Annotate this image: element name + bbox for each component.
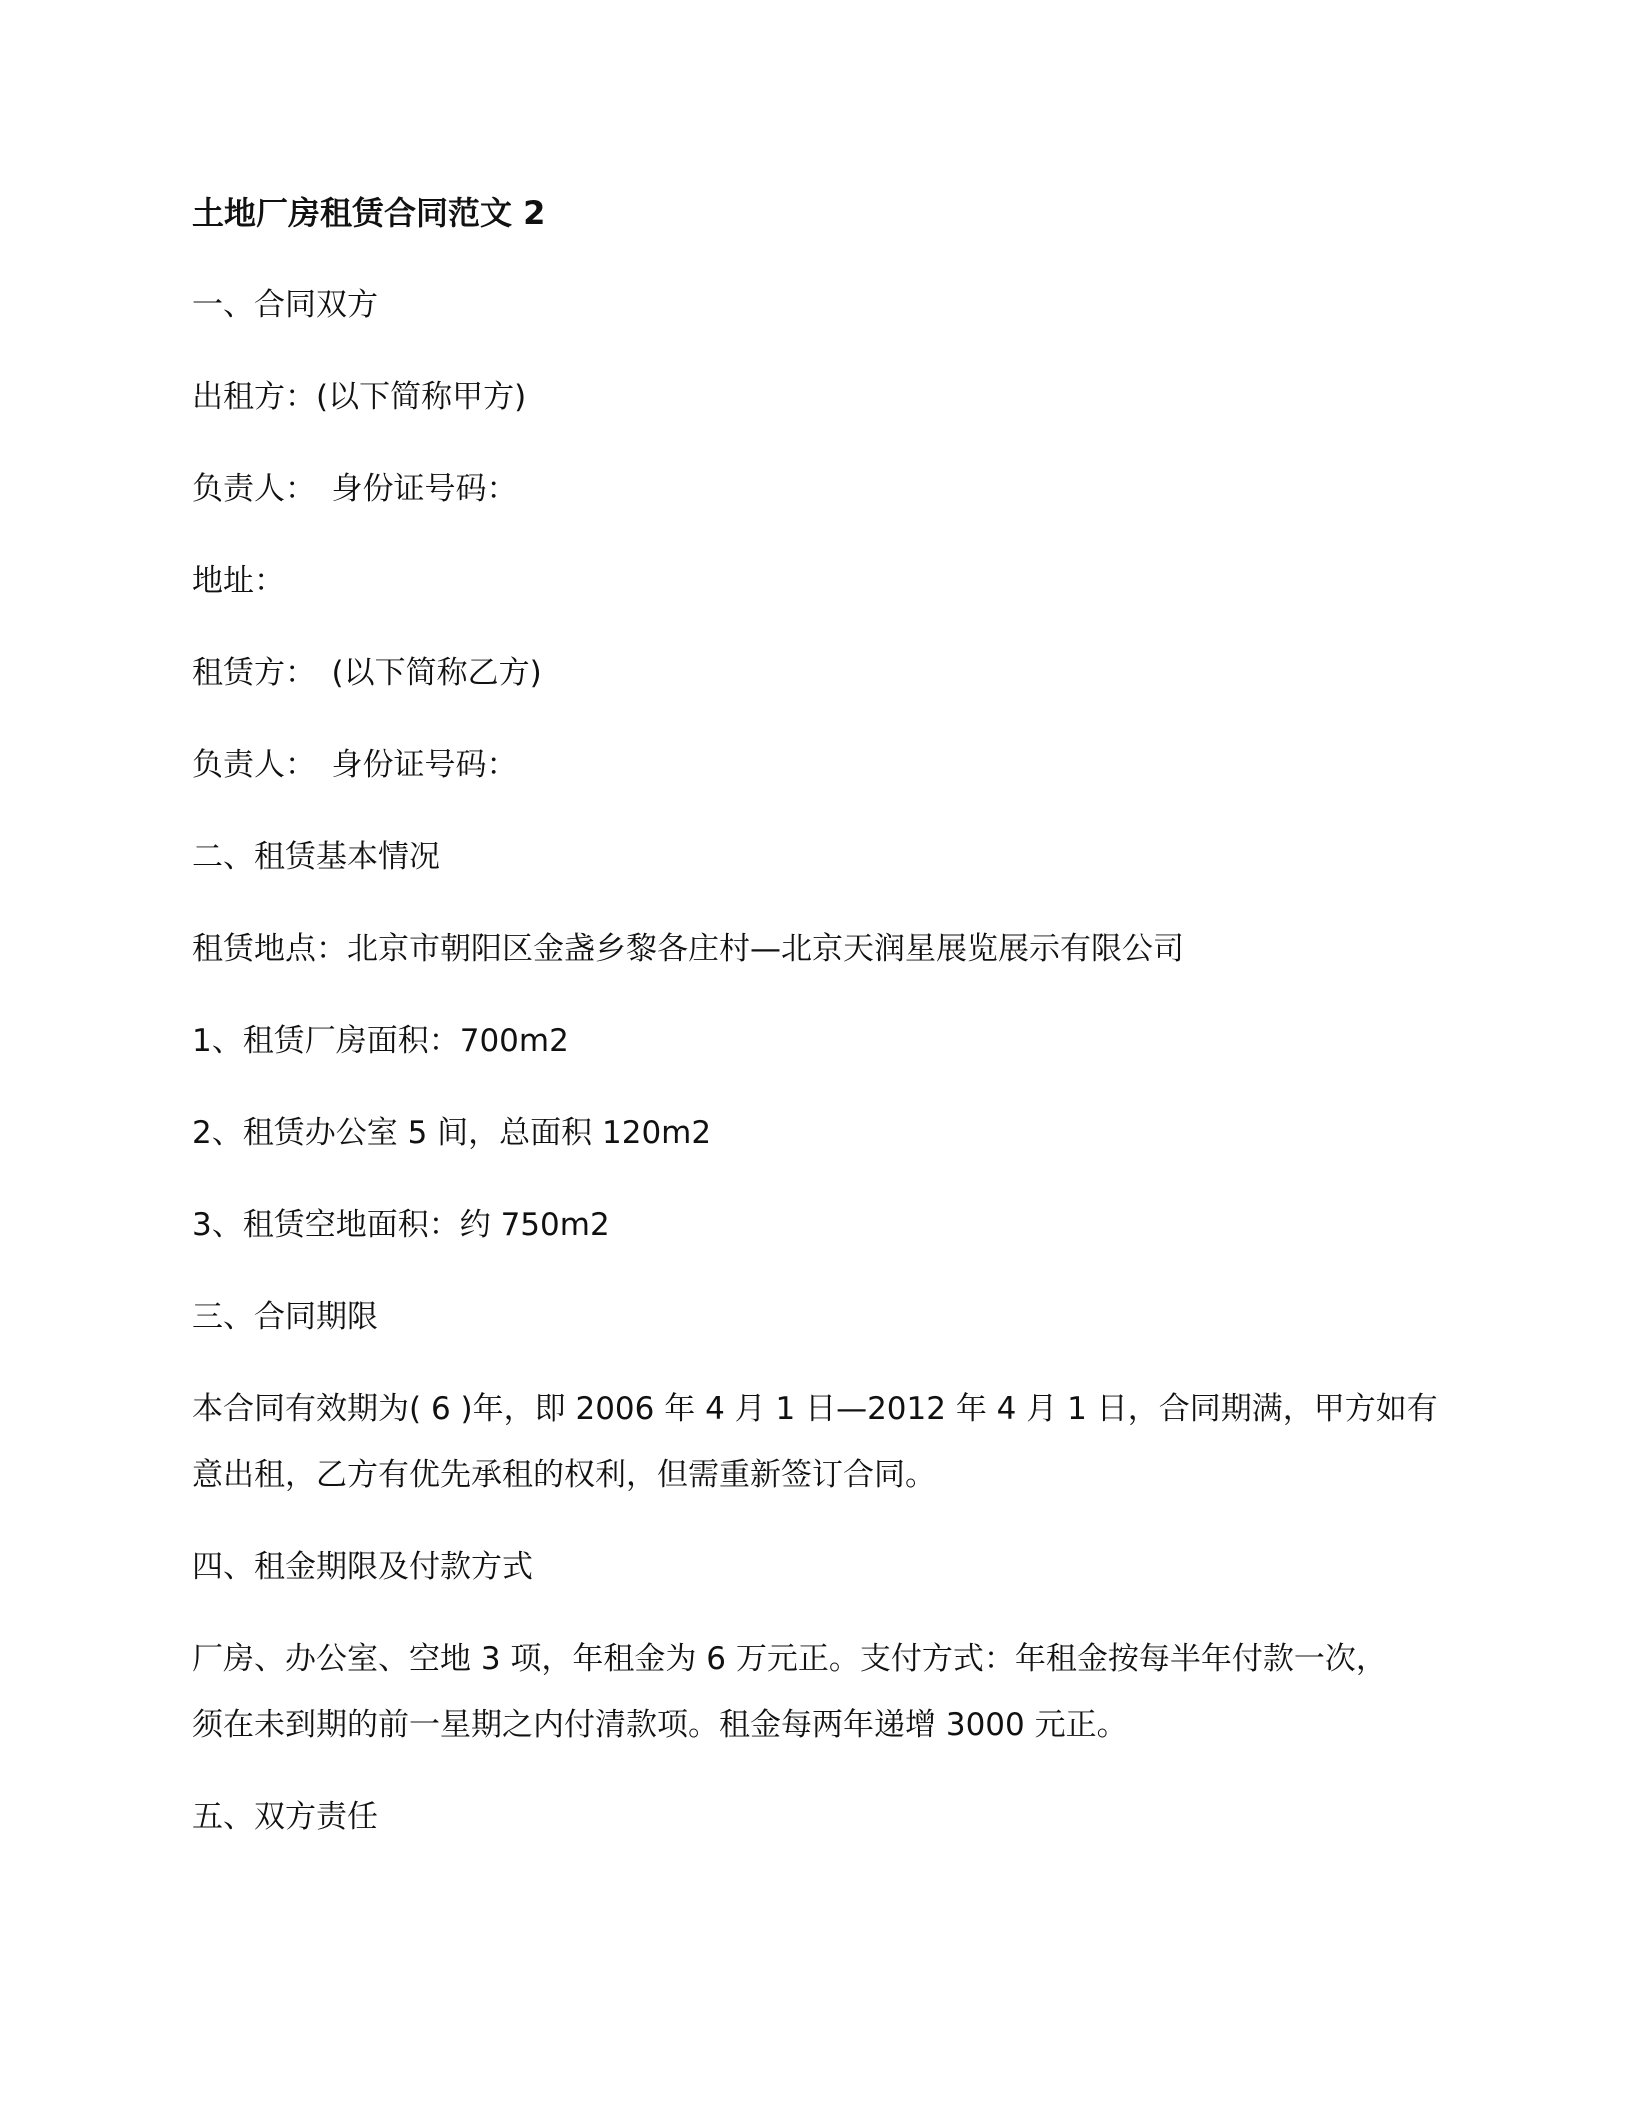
lessee-representative-line: 负责人： 身份证号码： bbox=[192, 747, 518, 783]
open-land-area-line: 3、租赁空地面积：约 750m2 bbox=[192, 1207, 610, 1243]
office-area-line: 2、租赁办公室 5 间，总面积 120m2 bbox=[192, 1115, 712, 1151]
term-paragraph-line-2: 意出租，乙方有优先承租的权利，但需重新签订合同。 bbox=[192, 1457, 936, 1493]
rent-paragraph-line-2: 须在未到期的前一星期之内付清款项。租金每两年递增 3000 元正。 bbox=[192, 1707, 1128, 1743]
lessor-line: 出租方：(以下简称甲方) bbox=[192, 379, 527, 415]
section-heading-basic-info: 二、租赁基本情况 bbox=[192, 839, 440, 875]
section-heading-parties: 一、合同双方 bbox=[192, 287, 378, 323]
section-heading-rent: 四、租金期限及付款方式 bbox=[192, 1549, 533, 1585]
document-title: 土地厂房租赁合同范文 2 bbox=[192, 194, 546, 232]
rent-paragraph-line-1: 厂房、办公室、空地 3 项，年租金为 6 万元正。支付方式：年租金按每半年付款一次， bbox=[192, 1641, 1387, 1677]
lease-location-line: 租赁地点：北京市朝阳区金盏乡黎各庄村—北京天润星展览展示有限公司 bbox=[192, 931, 1184, 967]
term-paragraph-line-1: 本合同有效期为( 6 )年，即 2006 年 4 月 1 日—2012 年 4 月 1 日，合同期满，甲方如有 bbox=[192, 1391, 1438, 1427]
section-heading-term: 三、合同期限 bbox=[192, 1299, 378, 1335]
section-heading-responsibilities: 五、双方责任 bbox=[192, 1799, 378, 1835]
lessee-line: 租赁方： (以下简称乙方) bbox=[192, 655, 542, 691]
factory-area-line: 1、租赁厂房面积：700m2 bbox=[192, 1023, 569, 1059]
lessor-representative-line: 负责人： 身份证号码： bbox=[192, 471, 518, 507]
address-line: 地址： bbox=[192, 563, 285, 599]
